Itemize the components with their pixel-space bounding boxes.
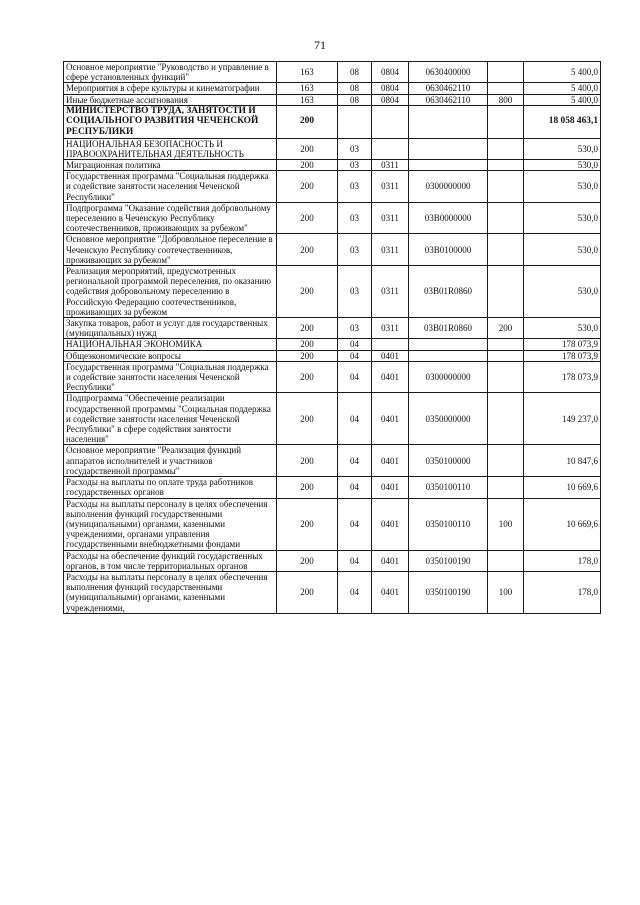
- row-subsection-cell: 0804: [372, 94, 409, 105]
- row-section-cell: 04: [338, 361, 372, 393]
- row-subsection-cell: 0401: [372, 350, 409, 361]
- row-amount-cell: 10 847,6: [524, 445, 601, 477]
- row-subsection-cell: 0401: [372, 498, 409, 550]
- budget-table: [63, 61, 601, 614]
- row-section-cell: 04: [338, 498, 372, 550]
- row-expense-type-cell: 100: [488, 498, 524, 550]
- table-row: [64, 62, 601, 83]
- row-amount-cell: 149 237,0: [524, 393, 601, 445]
- row-subsection-cell: 0311: [372, 202, 409, 234]
- row-target-article-cell: 03В0000000: [409, 202, 488, 234]
- table-row: [64, 160, 601, 171]
- row-amount-cell: 178 073,9: [524, 361, 601, 393]
- budget-table-body: [64, 62, 601, 614]
- row-amount-cell: 178 073,9: [524, 339, 601, 350]
- row-name-cell: Миграционная политика: [64, 160, 277, 171]
- row-name-cell: Основное мероприятие "Добровольное переселение в Чеченскую Республику соотечественников, проживающих за рубежом": [64, 234, 277, 266]
- row-section-cell: 03: [338, 160, 372, 171]
- row-name-cell: Основное мероприятие "Реализация функций аппаратов исполнителей и участников государственной программы": [64, 445, 277, 477]
- row-amount-cell: 5 400,0: [524, 94, 601, 105]
- row-section-cell: 08: [338, 94, 372, 105]
- row-target-article-cell: 03В0100000: [409, 234, 488, 266]
- row-amount-cell: 18 058 463,1: [524, 105, 601, 138]
- row-name-cell: МИНИСТЕРСТВО ТРУДА, ЗАНЯТОСТИ И СОЦИАЛЬНОГО РАЗВИТИЯ ЧЕЧЕНСКОЙ РЕСПУБЛИКИ: [64, 105, 277, 138]
- row-target-article-cell: 0300000000: [409, 171, 488, 203]
- row-code-cell: 200: [277, 339, 338, 350]
- row-subsection-cell: 0311: [372, 318, 409, 339]
- page-number: 71: [314, 38, 326, 52]
- row-target-article-cell: [409, 160, 488, 171]
- row-subsection-cell: [372, 105, 409, 138]
- row-amount-cell: 178,0: [524, 550, 601, 571]
- row-section-cell: 04: [338, 445, 372, 477]
- row-section-cell: 03: [338, 234, 372, 266]
- row-target-article-cell: [409, 350, 488, 361]
- row-code-cell: 163: [277, 62, 338, 83]
- row-target-article-cell: 0350100110: [409, 477, 488, 498]
- row-subsection-cell: 0401: [372, 445, 409, 477]
- table-row: [64, 266, 601, 318]
- row-amount-cell: 178 073,9: [524, 350, 601, 361]
- row-amount-cell: 530,0: [524, 318, 601, 339]
- row-code-cell: 200: [277, 393, 338, 445]
- row-amount-cell: 10 669,6: [524, 498, 601, 550]
- row-name-cell: Мероприятия в сфере культуры и кинематографии: [64, 83, 277, 94]
- table-row: [64, 571, 601, 613]
- row-section-cell: 04: [338, 550, 372, 571]
- row-amount-cell: 530,0: [524, 138, 601, 159]
- row-expense-type-cell: [488, 445, 524, 477]
- row-name-cell: Государственная программа "Социальная поддержка и содействие занятости населения Чеченской Республики": [64, 171, 277, 203]
- row-name-cell: Расходы на выплаты персоналу в целях обеспечения выполнения функций государственными (муниципальными) органами, казенными учреждениями, органами управления государственными внебюджетными фондами: [64, 498, 277, 550]
- row-section-cell: 04: [338, 477, 372, 498]
- table-row: [64, 234, 601, 266]
- table-row: [64, 171, 601, 203]
- table-row: [64, 350, 601, 361]
- row-subsection-cell: 0401: [372, 571, 409, 613]
- row-expense-type-cell: [488, 339, 524, 350]
- row-section-cell: 03: [338, 138, 372, 159]
- row-name-cell: Расходы на выплаты персоналу в целях обеспечения выполнения функций государственными (муниципальными) органами, казенными учреждениями,: [64, 571, 277, 613]
- row-amount-cell: 530,0: [524, 234, 601, 266]
- row-code-cell: 200: [277, 445, 338, 477]
- row-amount-cell: 5 400,0: [524, 83, 601, 94]
- row-section-cell: 04: [338, 571, 372, 613]
- row-target-article-cell: [409, 138, 488, 159]
- row-target-article-cell: 0350100190: [409, 571, 488, 613]
- row-expense-type-cell: [488, 138, 524, 159]
- table-row: [64, 339, 601, 350]
- row-code-cell: 200: [277, 350, 338, 361]
- row-subsection-cell: 0311: [372, 234, 409, 266]
- row-name-cell: Подпрограмма "Оказание содействия добровольному переселению в Чеченскую Республику соотечественников, проживающих за рубежом": [64, 202, 277, 234]
- row-expense-type-cell: [488, 393, 524, 445]
- row-code-cell: 163: [277, 94, 338, 105]
- table-row: [64, 105, 601, 138]
- row-expense-type-cell: 800: [488, 94, 524, 105]
- row-subsection-cell: 0311: [372, 171, 409, 203]
- row-expense-type-cell: [488, 160, 524, 171]
- row-expense-type-cell: [488, 202, 524, 234]
- table-row: [64, 361, 601, 393]
- row-expense-type-cell: 100: [488, 571, 524, 613]
- row-target-article-cell: 0630462110: [409, 94, 488, 105]
- row-code-cell: 163: [277, 83, 338, 94]
- row-target-article-cell: 03В01R0860: [409, 318, 488, 339]
- row-code-cell: 200: [277, 550, 338, 571]
- row-expense-type-cell: [488, 62, 524, 83]
- row-target-article-cell: [409, 105, 488, 138]
- row-code-cell: 200: [277, 202, 338, 234]
- row-expense-type-cell: [488, 350, 524, 361]
- row-subsection-cell: 0311: [372, 160, 409, 171]
- row-expense-type-cell: [488, 266, 524, 318]
- row-name-cell: Реализация мероприятий, предусмотренных региональной программой переселения, по оказанию содействия добровольному переселению в Российскую Федерацию соотечественников, проживающих за рубежом: [64, 266, 277, 318]
- table-row: [64, 477, 601, 498]
- row-code-cell: 200: [277, 361, 338, 393]
- table-row: [64, 94, 601, 105]
- row-section-cell: 08: [338, 83, 372, 94]
- row-amount-cell: 5 400,0: [524, 62, 601, 83]
- row-name-cell: Иные бюджетные ассигнования: [64, 94, 277, 105]
- row-code-cell: 200: [277, 171, 338, 203]
- row-target-article-cell: 0350100110: [409, 498, 488, 550]
- row-section-cell: 04: [338, 350, 372, 361]
- table-row: [64, 550, 601, 571]
- row-expense-type-cell: [488, 361, 524, 393]
- row-section-cell: 04: [338, 339, 372, 350]
- row-section-cell: [338, 105, 372, 138]
- row-amount-cell: 178,0: [524, 571, 601, 613]
- row-subsection-cell: 0401: [372, 393, 409, 445]
- row-subsection-cell: [372, 138, 409, 159]
- row-amount-cell: 530,0: [524, 202, 601, 234]
- row-code-cell: 200: [277, 318, 338, 339]
- row-code-cell: 200: [277, 498, 338, 550]
- row-target-article-cell: [409, 339, 488, 350]
- row-subsection-cell: 0311: [372, 266, 409, 318]
- row-expense-type-cell: [488, 105, 524, 138]
- row-target-article-cell: 0350100190: [409, 550, 488, 571]
- row-name-cell: Расходы на обеспечение функций государственных органов, в том числе территориальных органов: [64, 550, 277, 571]
- row-amount-cell: 10 669,6: [524, 477, 601, 498]
- row-name-cell: НАЦИОНАЛЬНАЯ БЕЗОПАСНОСТЬ И ПРАВООХРАНИТЕЛЬНАЯ ДЕЯТЕЛЬНОСТЬ: [64, 138, 277, 159]
- row-expense-type-cell: [488, 550, 524, 571]
- table-row: [64, 138, 601, 159]
- row-amount-cell: 530,0: [524, 266, 601, 318]
- row-subsection-cell: 0401: [372, 550, 409, 571]
- row-expense-type-cell: [488, 171, 524, 203]
- row-code-cell: 200: [277, 105, 338, 138]
- row-section-cell: 03: [338, 202, 372, 234]
- row-code-cell: 200: [277, 266, 338, 318]
- table-row: [64, 318, 601, 339]
- row-section-cell: 03: [338, 318, 372, 339]
- row-target-article-cell: 0350000000: [409, 393, 488, 445]
- row-subsection-cell: 0804: [372, 62, 409, 83]
- table-row: [64, 83, 601, 94]
- row-amount-cell: 530,0: [524, 160, 601, 171]
- row-code-cell: 200: [277, 234, 338, 266]
- row-code-cell: 200: [277, 138, 338, 159]
- row-name-cell: Закупка товаров, работ и услуг для государственных (муниципальных) нужд: [64, 318, 277, 339]
- row-name-cell: Основное мероприятие "Руководство и управление в сфере установленных функций": [64, 62, 277, 83]
- row-name-cell: Подпрограмма "Обеспечение реализации государственной программы "Социальная поддержка и содействие занятости населения Чеченской Республики" в сфере содействия занятости населения": [64, 393, 277, 445]
- row-subsection-cell: 0804: [372, 83, 409, 94]
- row-name-cell: НАЦИОНАЛЬНАЯ ЭКОНОМИКА: [64, 339, 277, 350]
- row-target-article-cell: 0350100000: [409, 445, 488, 477]
- row-code-cell: 200: [277, 160, 338, 171]
- row-target-article-cell: 0630400000: [409, 62, 488, 83]
- row-amount-cell: 530,0: [524, 171, 601, 203]
- row-name-cell: Расходы на выплаты по оплате труда работников государственных органов: [64, 477, 277, 498]
- row-code-cell: 200: [277, 571, 338, 613]
- row-section-cell: 04: [338, 393, 372, 445]
- row-target-article-cell: 0630462110: [409, 83, 488, 94]
- row-subsection-cell: 0401: [372, 361, 409, 393]
- row-subsection-cell: [372, 339, 409, 350]
- row-section-cell: 03: [338, 171, 372, 203]
- row-target-article-cell: 03В01R0860: [409, 266, 488, 318]
- row-section-cell: 03: [338, 266, 372, 318]
- row-expense-type-cell: 200: [488, 318, 524, 339]
- table-row: [64, 202, 601, 234]
- row-target-article-cell: 0300000000: [409, 361, 488, 393]
- row-expense-type-cell: [488, 234, 524, 266]
- table-row: [64, 393, 601, 445]
- row-code-cell: 200: [277, 477, 338, 498]
- row-name-cell: Государственная программа "Социальная поддержка и содействие занятости населения Чеченской Республики": [64, 361, 277, 393]
- row-section-cell: 08: [338, 62, 372, 83]
- row-subsection-cell: 0401: [372, 477, 409, 498]
- row-expense-type-cell: [488, 477, 524, 498]
- table-row: [64, 498, 601, 550]
- row-expense-type-cell: [488, 83, 524, 94]
- table-row: [64, 445, 601, 477]
- row-name-cell: Общеэкономические вопросы: [64, 350, 277, 361]
